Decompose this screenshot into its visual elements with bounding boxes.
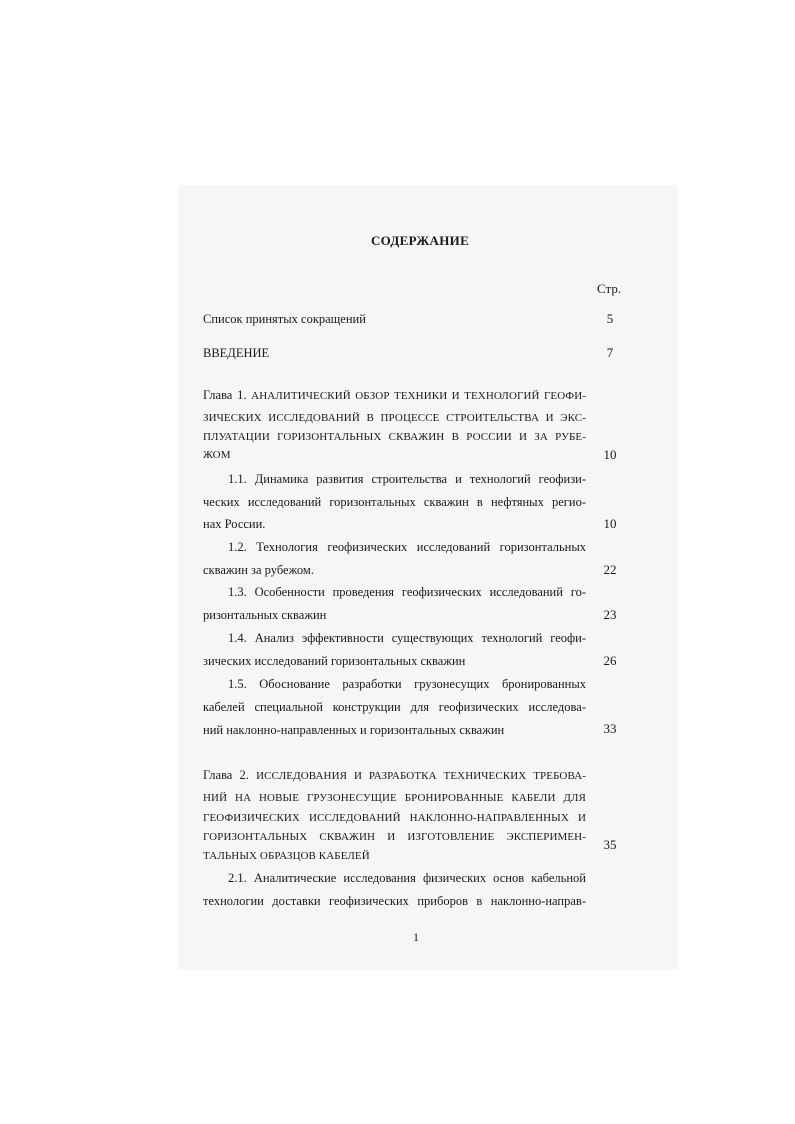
toc-section-1-1-line-2: ческих исследований горизонтальных скважин в нефтяных регио-: [203, 495, 586, 509]
toc-chapter2-line-5: ТАЛЬНЫХ ОБРАЗЦОВ КАБЕЛЕЙ: [203, 850, 370, 862]
toc-chapter2-line-1: [203, 768, 586, 784]
toc-page-section-1-5: 33: [603, 721, 617, 736]
toc-chapter2-line-2: НИЙ НА НОВЫЕ ГРУЗОНЕСУЩИЕ БРОНИРОВАННЫЕ КАБЕЛИ ДЛЯ: [203, 792, 586, 804]
chapter1-prefix: Глава 1.: [203, 388, 247, 402]
toc-section-1-1-line-1: 1.1. Динамика развития строительства и технологий геофизи-: [228, 472, 586, 486]
toc-section-1-5-line-3: ний наклонно-направленных и горизонтальных скважин: [203, 723, 505, 737]
toc-page-chapter1: 10: [603, 447, 617, 462]
footer-page-number: 1: [413, 930, 419, 944]
toc-section-1-5-line-1: 1.5. Обоснование разработки грузонесущих бронированных: [228, 677, 586, 691]
toc-section-1-5-line-2: кабелей специальной конструкции для геофизических исследова-: [203, 700, 586, 714]
toc-chapter1-line-4: ЖОМ: [203, 449, 231, 461]
toc-section-1-2-line-2: скважин за рубежом.: [203, 563, 314, 577]
toc-page-chapter2: 35: [603, 837, 617, 852]
toc-section-1-3-line-2: ризонтальных скважин: [203, 608, 327, 622]
chapter2-prefix: Глава 2.: [203, 768, 249, 782]
toc-page-section-1-2: 22: [603, 562, 617, 577]
toc-chapter1-line-3: ПЛУАТАЦИИ ГОРИЗОНТАЛЬНЫХ СКВАЖИН В РОССИИ И ЗА РУБЕ-: [203, 431, 586, 443]
toc-section-2-1-line-1: 2.1. Аналитические исследования физических основ кабельной: [228, 871, 586, 885]
toc-page-introduction: 7: [606, 345, 614, 360]
toc-entry-introduction: ВВЕДЕНИЕ: [203, 346, 270, 360]
toc-section-1-1-line-3: нах России.: [203, 517, 266, 531]
toc-chapter2-line-4: ГОРИЗОНТАЛЬНЫХ СКВАЖИН И ИЗГОТОВЛЕНИЕ ЭКСПЕРИМЕН-: [203, 831, 586, 843]
toc-page-abbreviations: 5: [606, 311, 614, 326]
toc-section-2-1-line-2: технологии доставки геофизических приборов в наклонно-направ-: [203, 894, 586, 908]
toc-page-section-1-3: 23: [603, 607, 617, 622]
toc-chapter2-line-3: ГЕОФИЗИЧЕСКИХ ИССЛЕДОВАНИЙ НАКЛОННО-НАПРАВЛЕННЫХ И: [203, 812, 586, 824]
toc-page-section-1-4: 26: [603, 653, 617, 668]
toc-entry-abbreviations: Список принятых сокращений: [203, 312, 366, 326]
toc-chapter1-line-1: [203, 388, 586, 404]
toc-page-section-1-1: 10: [603, 516, 617, 531]
toc-section-1-4-line-1: 1.4. Анализ эффективности существующих технологий геофи-: [228, 631, 586, 645]
toc-section-1-2-line-1: 1.2. Технология геофизических исследований горизонтальных: [228, 540, 586, 554]
chapter1-title-part: АНАЛИТИЧЕСКИЙ ОБЗОР ТЕХНИКИ И ТЕХНОЛОГИЙ ГЕОФИ-: [251, 390, 587, 402]
chapter2-title-part: ИССЛЕДОВАНИЯ И РАЗРАБОТКА ТЕХНИЧЕСКИХ ТРЕБОВА-: [256, 770, 587, 782]
page-title: СОДЕРЖАНИЕ: [370, 233, 470, 248]
toc-section-1-4-line-2: зических исследований горизонтальных скважин: [203, 654, 466, 668]
page-column-header: Стр.: [597, 281, 622, 296]
toc-chapter1-line-2: ЗИЧЕСКИХ ИССЛЕДОВАНИЙ В ПРОЦЕССЕ СТРОИТЕЛЬСТВА И ЭКС-: [203, 412, 586, 424]
toc-section-1-3-line-1: 1.3. Особенности проведения геофизических исследований го-: [228, 585, 586, 599]
